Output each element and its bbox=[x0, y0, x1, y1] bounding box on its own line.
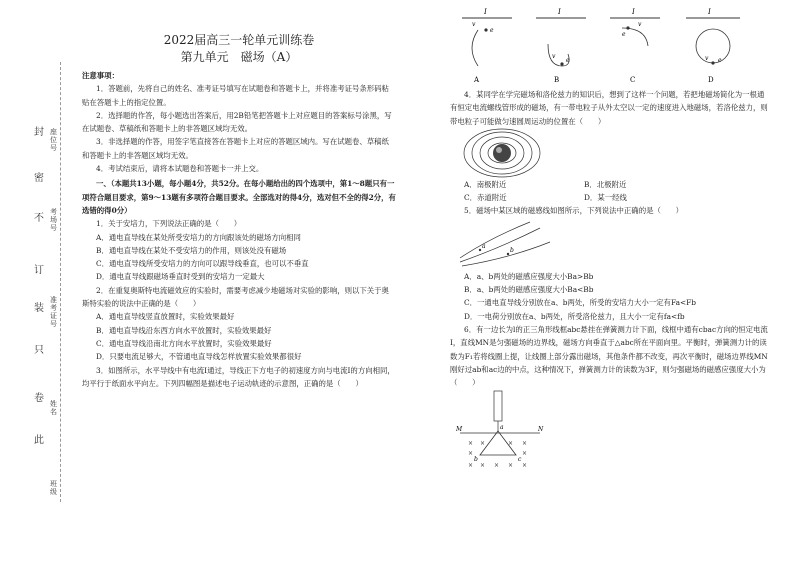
current-label: I bbox=[484, 8, 487, 16]
velocity-label: v bbox=[552, 53, 556, 60]
svg-text:×: × bbox=[522, 450, 528, 458]
exam-room-label: 考场号 bbox=[50, 208, 57, 232]
q6-stem: 6．有一边长为l的正三角形线框abc悬挂在弹簧测力计下面，线框中通有cbac方向的恒定电流I，直线MN是匀强磁场的边界线，磁场方向垂直于△abc所在平面向里。平衡时，弹簧测力计的读数为F₁若将线圈上提，让线圈上部分露出磁场，其他条件都不改变，再次平衡时，磁场边界线MN刚好过ab和ac边的中点，这种情况下，弹簧测力计的读数为3F，则匀强磁场的磁感应强度大小为（ ） bbox=[450, 324, 768, 388]
electron-label: e bbox=[566, 57, 570, 64]
point-a-label: a bbox=[482, 242, 486, 250]
q4-earth-field-figure bbox=[450, 128, 768, 178]
point-b-label: b bbox=[510, 246, 514, 254]
q1-option: C．通电直导线所受安培力的方向可以跟导线垂直，也可以不垂直 bbox=[96, 259, 309, 269]
electron-label: e bbox=[718, 57, 722, 64]
svg-text:×: × bbox=[508, 462, 514, 470]
earth-icon bbox=[493, 144, 511, 162]
svg-text:×: × bbox=[468, 450, 474, 458]
q1-option: B．通电直导线在某处不受安培力的作用，则该处没有磁场 bbox=[96, 245, 287, 255]
fig-label-a: A bbox=[474, 76, 480, 84]
q1-stem: 1．关于安培力，下列说法正确的是（ ） bbox=[96, 219, 242, 229]
q3-figure-d bbox=[686, 8, 740, 84]
fig-label-d: D bbox=[708, 76, 714, 84]
margin-char: 此 bbox=[34, 435, 44, 446]
q4-option: C．赤道附近 bbox=[464, 193, 507, 203]
seat-number-label: 座位号 bbox=[50, 128, 57, 152]
notes-heading: 注意事项： bbox=[82, 71, 119, 80]
q3-figure-b bbox=[536, 8, 586, 84]
name-label: 姓名 bbox=[50, 400, 57, 416]
q2-option: C．通电直导线沿南北方向水平放置时，实验效果最好 bbox=[96, 338, 272, 348]
q2-option: D．只要电流足够大，不管通电直导线怎样放置实验效果都很好 bbox=[96, 352, 302, 362]
svg-text:×: × bbox=[494, 462, 500, 470]
q2-option: B．通电直导线沿东西方向水平放置时，实验效果最好 bbox=[96, 325, 272, 335]
svg-text:×: × bbox=[522, 440, 528, 448]
note-item: 4．考试结束后，请将本试题卷和答题卡一并上交。 bbox=[96, 164, 264, 174]
current-label: I bbox=[632, 8, 635, 16]
q5-stem: 5．磁场中某区域的磁感线如图所示，下列说法中正确的是（ ） bbox=[464, 206, 684, 216]
margin-char: 封 bbox=[34, 127, 44, 138]
q3-figure-c bbox=[610, 8, 660, 84]
page-subtitle: 第九单元 磁场（A） bbox=[180, 50, 298, 64]
q5-option: B．a、b两处的磁感应强度大小Ba<Bb bbox=[464, 285, 594, 295]
q4-option: A．南极附近 bbox=[464, 179, 507, 189]
vertex-a-label: a bbox=[500, 424, 504, 432]
q4-option: D．某一经线 bbox=[584, 193, 627, 203]
note-item: 1．答题前，先将自己的姓名、准考证号填写在试题卷和答题卡上，并将准考证号条形码粘贴在答题卡上的指定位置。 bbox=[82, 84, 389, 107]
svg-text:×: × bbox=[468, 440, 474, 448]
svg-text:×: × bbox=[480, 462, 486, 470]
page-title: 2022届高三一轮单元训练卷 bbox=[163, 33, 315, 47]
q3-figure-row bbox=[450, 4, 768, 88]
margin-char: 密 bbox=[34, 173, 44, 184]
margin-char: 不 bbox=[34, 213, 44, 224]
q6-figure bbox=[450, 389, 768, 473]
binding-margin bbox=[0, 0, 72, 562]
current-label: I bbox=[558, 8, 561, 16]
vertex-b-label: b bbox=[474, 456, 478, 464]
q4-option: B．北极附近 bbox=[584, 179, 627, 189]
class-label: 班级 bbox=[50, 480, 57, 496]
note-item: 2．选择题的作答，每小题选出答案后，用2B铅笔把答题卡上对应题目的答案标号涂黑，写在试题卷、草稿纸和答题卡上的非答题区域均无效。 bbox=[82, 110, 392, 134]
velocity-label: v bbox=[638, 21, 642, 28]
velocity-label: v bbox=[472, 21, 476, 28]
q3-figure-a bbox=[462, 8, 512, 84]
svg-text:×: × bbox=[508, 440, 514, 448]
margin-char: 装 bbox=[34, 303, 44, 314]
q5-option: A．a、b两处的磁感应强度大小Ba>Bb bbox=[464, 271, 594, 281]
q4-options bbox=[450, 178, 768, 191]
q4-stem: 4．某同学在学完磁场和洛伦兹力的知识后，想到了这样一个问题，若把地磁场简化为一根通有恒定电流螺线管形成的磁场，有一带电粒子从外太空以一定的速度进入地磁场，若洛伦兹力，则带电粒子可能做匀速圆周运动的位置在（ ） bbox=[450, 90, 768, 126]
fig-label-b: B bbox=[554, 76, 560, 84]
electron-label: e bbox=[622, 31, 626, 38]
q5-field-lines-figure bbox=[450, 218, 768, 270]
margin-char: 只 bbox=[34, 345, 44, 356]
admission-number-label: 准考证号 bbox=[50, 296, 57, 328]
margin-char: 卷 bbox=[34, 393, 44, 404]
boundary-n-label: N bbox=[538, 426, 544, 434]
q5-option: C．一通电直导线分别放在a、b两处，所受的安培力大小一定有Fa<Fb bbox=[464, 298, 697, 308]
right-column bbox=[450, 0, 768, 473]
svg-text:×: × bbox=[522, 462, 528, 470]
note-item: 3．非选择题的作答，用签字笔直接答在答题卡上对应的答题区域内。写在试题卷、草稿纸和答题卡上的非答题区域均无效。 bbox=[82, 137, 389, 160]
binding-dashed-line bbox=[60, 62, 61, 502]
q1-option: A．通电直导线在某处所受安培力的方向跟该处的磁场方向相同 bbox=[96, 232, 301, 242]
q4-options-row2 bbox=[450, 191, 768, 204]
boundary-m-label: M bbox=[456, 426, 463, 434]
svg-text:×: × bbox=[468, 462, 474, 470]
current-label: I bbox=[708, 8, 711, 16]
margin-char: 订 bbox=[34, 265, 44, 276]
q2-option: A．通电直导线竖直放置时，实验效果最好 bbox=[96, 312, 235, 322]
velocity-label: v bbox=[705, 55, 709, 62]
q3-stem: 3．如图所示，水平导线中有电流I通过，导线正下方电子的初速度方向与电流I的方向相同，均平行于纸面水平向左。下列四幅图是描述电子运动轨迹的示意图，正确的是（ ） bbox=[82, 365, 395, 388]
vertex-c-label: c bbox=[518, 456, 522, 464]
q1-option: D．通电直导线跟磁场垂直时受到的安培力一定最大 bbox=[96, 272, 265, 282]
q2-stem: 2．在重复奥斯特电流磁效应的实验时，需要考虑减少地磁场对实验的影响，则以下关于奥斯特实验的说法中正确的是（ ） bbox=[82, 285, 389, 309]
svg-text:×: × bbox=[480, 440, 486, 448]
section-heading: 一、（本题共13小题，每小题4分，共52分。在每小题给出的四个选项中，第1～8题只有一项符合题目要求，第9～13题有多项符合题目要求。全部选对的得4分，选对但不全的得2分，有选错的得0分） bbox=[82, 179, 396, 215]
electron-label: e bbox=[490, 27, 494, 34]
left-column bbox=[82, 0, 396, 390]
q5-option: D．一电荷分别放在a、b两处，所受洛伦兹力，且大小一定有fa<fb bbox=[464, 311, 685, 321]
spring-scale-icon bbox=[494, 391, 502, 421]
fig-label-c: C bbox=[630, 76, 636, 84]
